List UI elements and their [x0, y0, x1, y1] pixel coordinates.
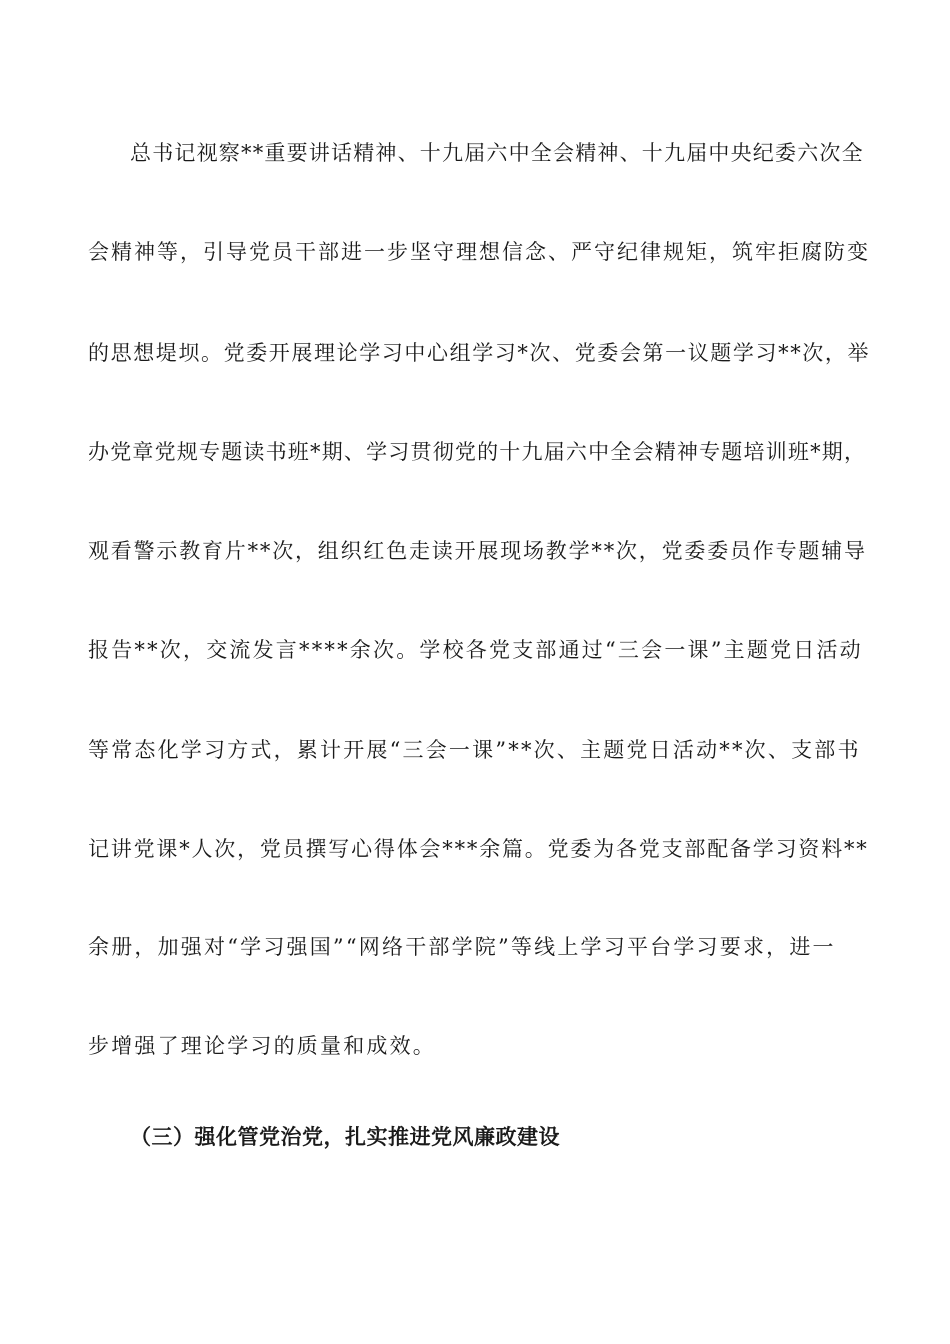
paragraph-line: 会精神等，引导党员干部进一步坚守理想信念、严守纪律规矩，筑牢拒腐防变: [88, 240, 870, 264]
paragraph-line: 记讲党课*人次，党员撰写心得体会***余篇。党委为各党支部配备学习资料**: [88, 837, 869, 861]
paragraph-line: 的思想堤坝。党委开展理论学习中心组学习*次、党委会第一议题学习**次，举: [88, 341, 871, 365]
paragraph-line: 余册，加强对“学习强国”“网络干部学院”等线上学习平台学习要求，进一: [88, 935, 836, 959]
paragraph-line: 步增强了理论学习的质量和成效。: [88, 1034, 436, 1058]
paragraph-line: 等常态化学习方式，累计开展“三会一课”**次、主题党日活动**次、支部书: [88, 738, 861, 762]
paragraph-line: 总书记视察**重要讲话精神、十九届六中全会精神、十九届中央纪委六次全: [130, 141, 864, 165]
section-heading: （三）强化管党治党，扎实推进党风廉政建设: [130, 1124, 560, 1149]
paragraph-line: 办党章党规专题读书班*期、学习贯彻党的十九届六中全会精神专题培训班*期，: [88, 440, 867, 464]
paragraph-line: 报告**次，交流发言****余次。学校各党支部通过“三会一课”主题党日活动: [88, 638, 863, 662]
paragraph-line: 观看警示教育片**次，组织红色走读开展现场教学**次，党委委员作专题辅导: [88, 539, 867, 563]
